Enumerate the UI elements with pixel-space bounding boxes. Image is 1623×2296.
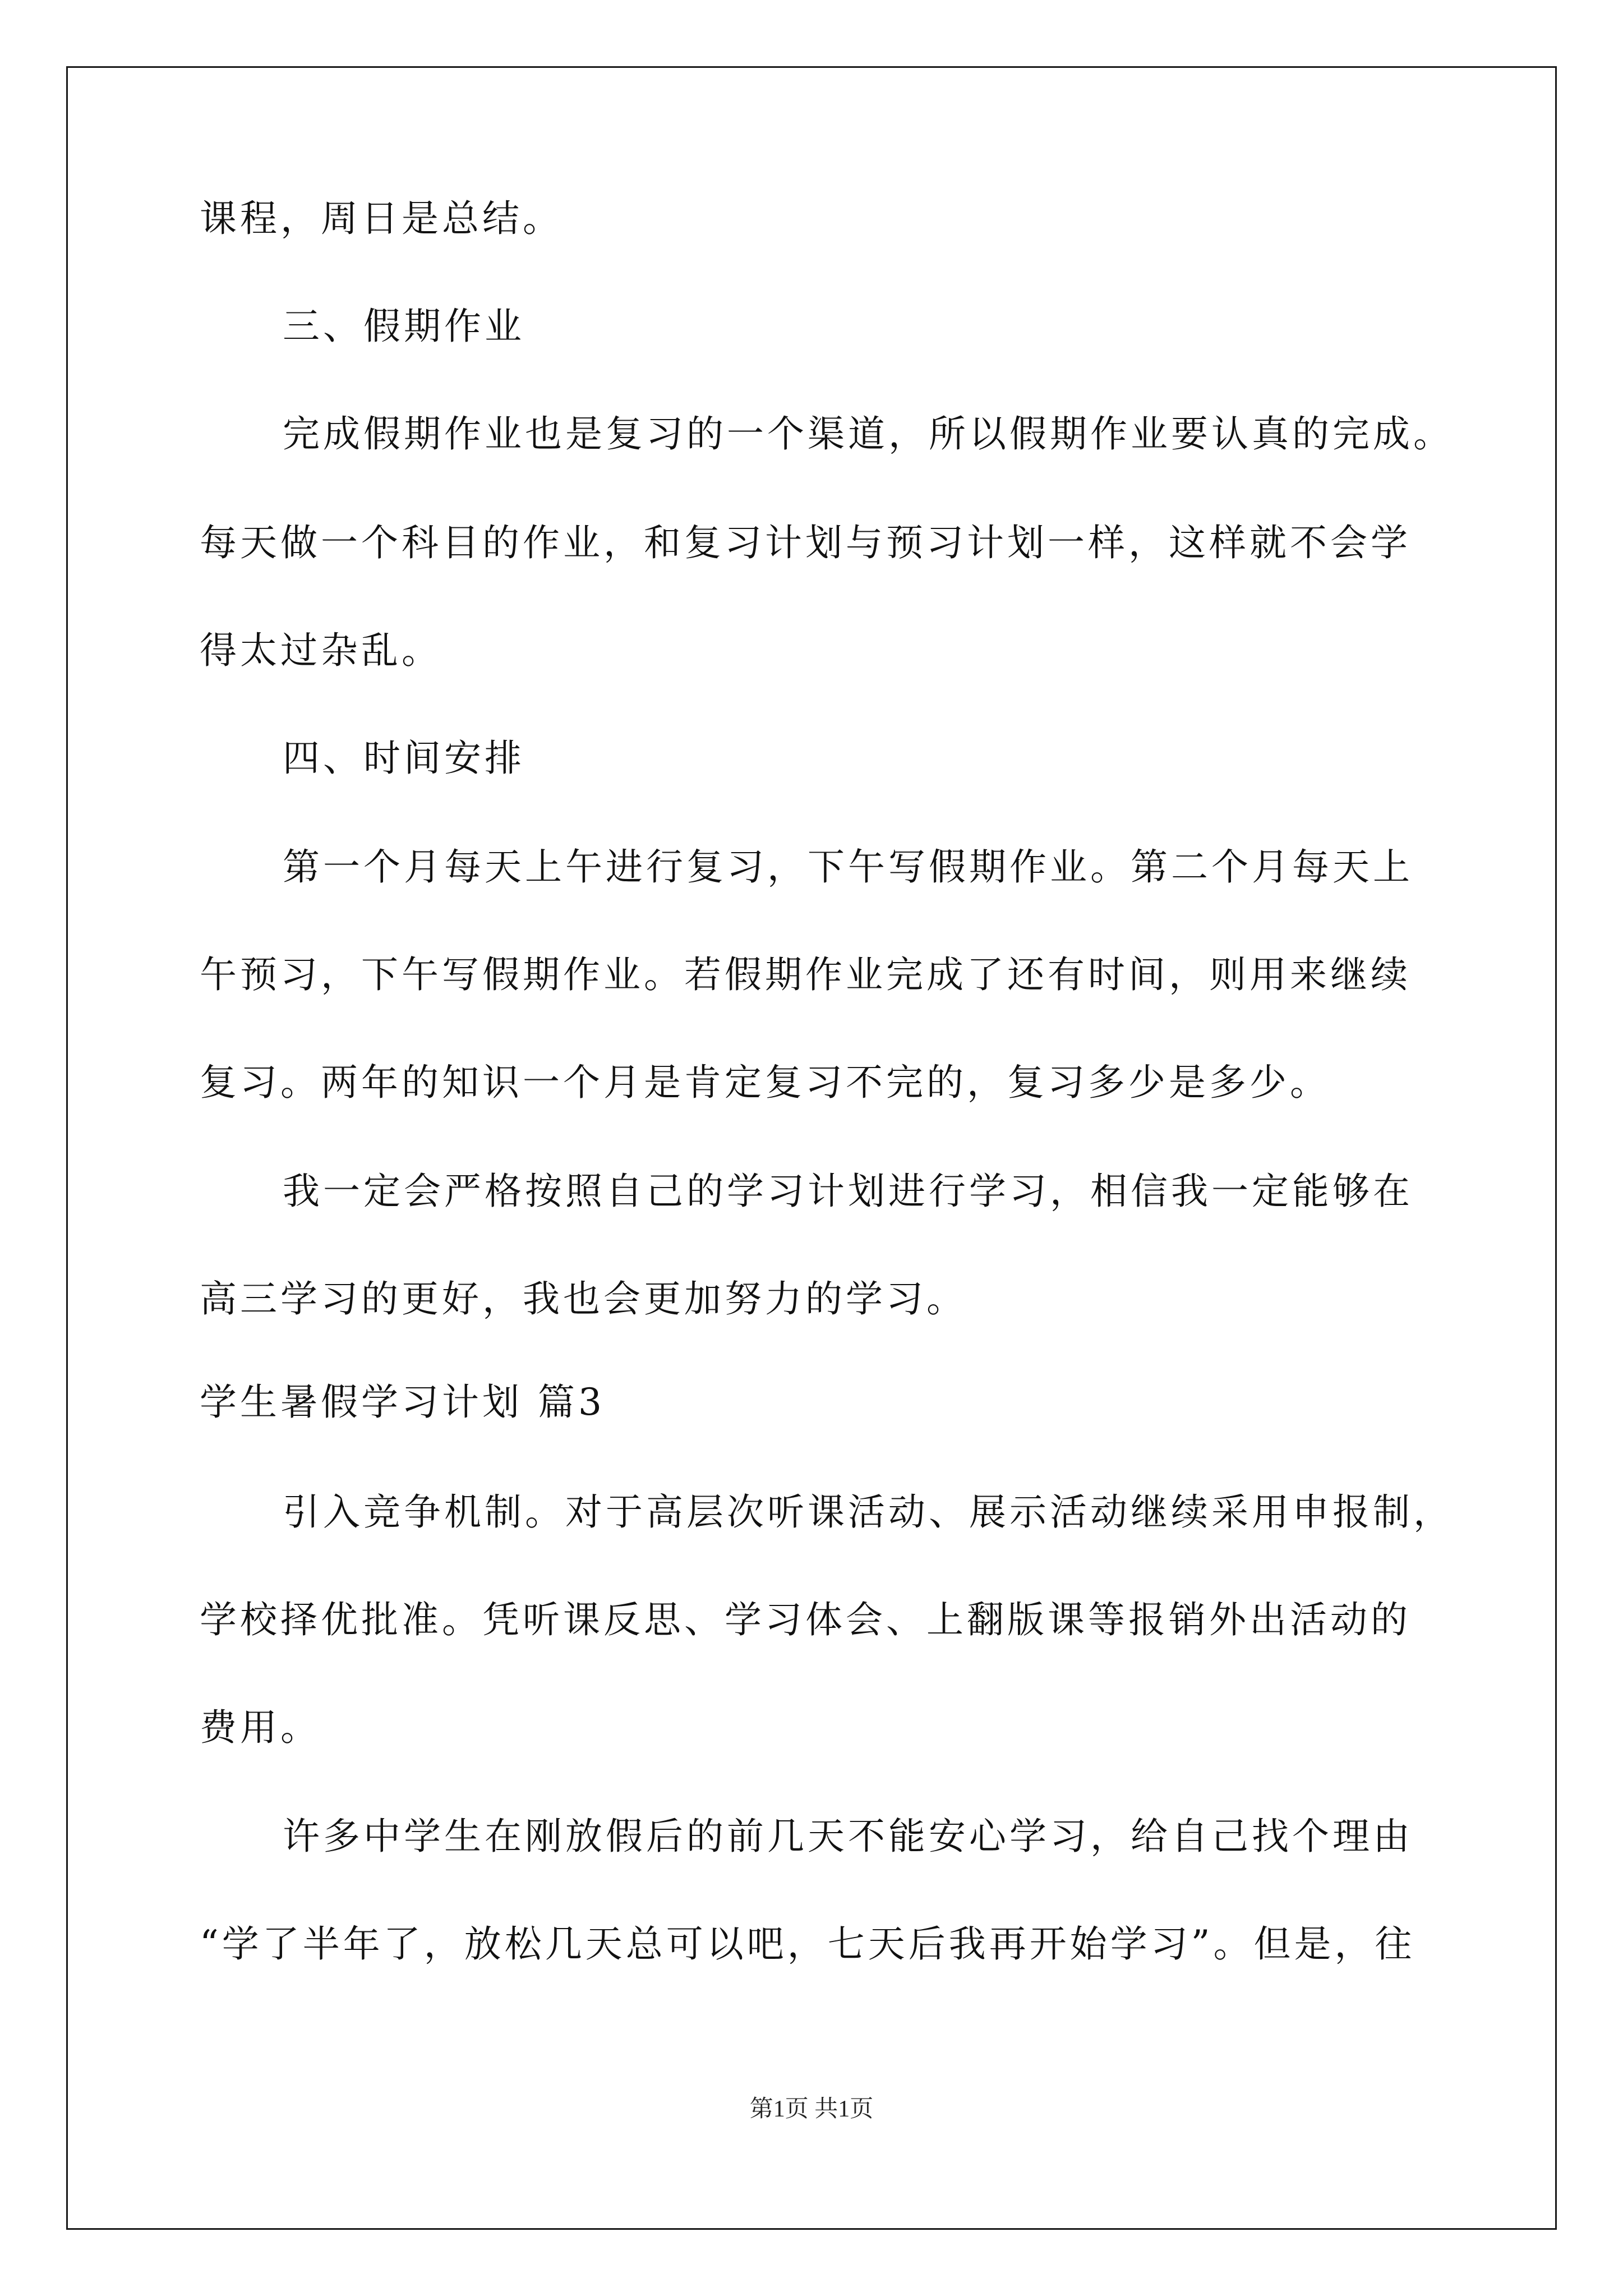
text-line: 许多中学生在刚放假后的前几天不能安心学习，给自己找个理由 [283, 1815, 1413, 1858]
text-line: 每天做一个科目的作业，和复习计划与预习计划一样，这样就不会学 [200, 521, 1411, 564]
text-line: 我一定会严格按照自己的学习计划进行学习，相信我一定能够在 [283, 1170, 1413, 1213]
text-line: 完成假期作业也是复习的一个渠道，所以假期作业要认真的完成。 [283, 412, 1454, 455]
text-line: “学了半年了，放松几天总可以吧，七天后我再开始学习”。但是，往 [200, 1922, 1415, 1966]
section-heading: 三、假期作业 [283, 305, 525, 348]
page-footer: 第1页 共1页 [749, 2096, 874, 2122]
text-line: 课程，周日是总结。 [200, 197, 563, 240]
text-line: 午预习，下午写假期作业。若假期作业完成了还有时间，则用来继续 [200, 953, 1411, 996]
text-line: 引入竞争机制。对于高层次听课活动、展示活动继续采用申报制， [283, 1490, 1454, 1534]
section-heading: 四、时间安排 [283, 737, 525, 780]
text-line: 高三学习的更好，我也会更加努力的学习。 [200, 1277, 967, 1320]
text-line: 第一个月每天上午进行复习，下午写假期作业。第二个月每天上 [283, 845, 1413, 889]
text-line: 复习。两年的知识一个月是肯定复习不完的，复习多少是多少。 [200, 1061, 1330, 1104]
page-border [66, 66, 1557, 2230]
text-line: 得太过杂乱。 [200, 629, 442, 672]
article-title: 学生暑假学习计划 篇3 [200, 1381, 605, 1424]
text-line: 学校择优批准。凭听课反思、学习体会、上翻版课等报销外出活动的 [200, 1598, 1411, 1641]
text-line: 费用。 [200, 1706, 321, 1749]
